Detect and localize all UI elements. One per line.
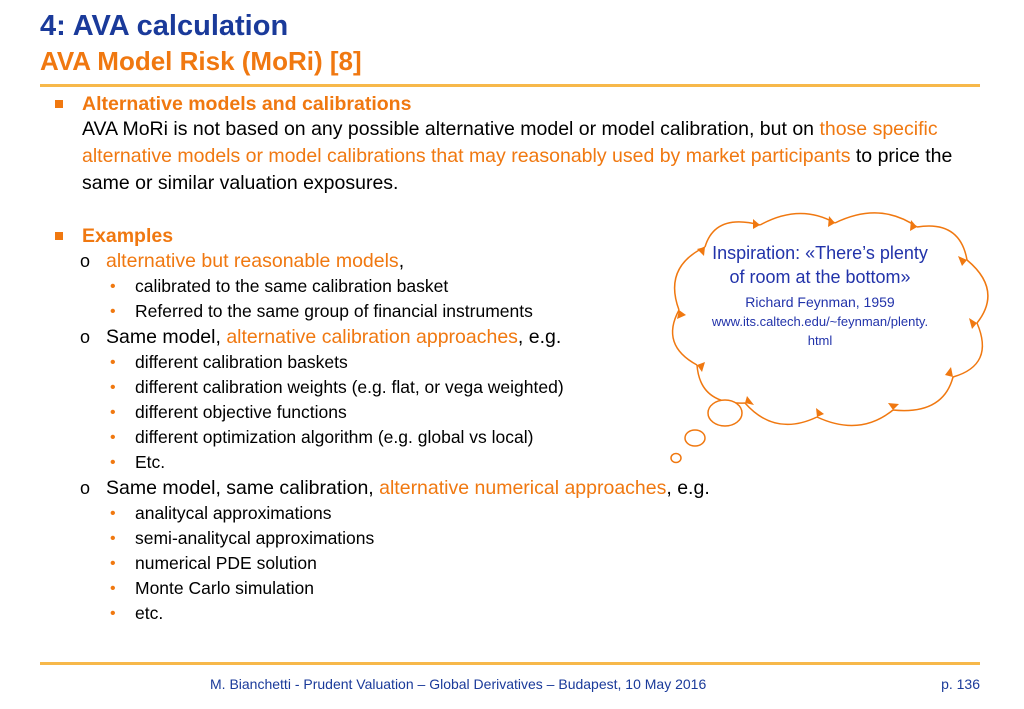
list-item	[50, 601, 980, 626]
list-item	[50, 576, 980, 601]
example-list	[50, 501, 980, 626]
list-item	[50, 501, 980, 526]
bottom-divider	[40, 662, 980, 665]
group-lead: Same model,	[106, 326, 227, 348]
thought-cloud	[655, 205, 1000, 470]
list-item-text: Etc.	[135, 452, 166, 472]
quote-link[interactable]: www.its.caltech.edu/~feynman/plenty.html	[711, 314, 929, 348]
dot-bullet-icon: •	[110, 505, 116, 522]
dot-bullet-icon: •	[110, 580, 116, 597]
slide-title: 4: AVA calculation	[40, 10, 289, 42]
feynman-quote: Inspiration: «There’s plenty of room at the bottom»	[712, 243, 928, 287]
circle-bullet-icon: o	[80, 327, 91, 347]
circle-bullet-icon: o	[80, 478, 91, 498]
dot-bullet-icon: •	[110, 278, 116, 295]
dot-bullet-icon: •	[110, 429, 116, 446]
group-lead-highlight: alternative numerical approaches	[379, 477, 667, 499]
group-lead-tail: ,	[398, 250, 405, 272]
group-lead-tail: , e.g.	[666, 477, 710, 499]
square-bullet-icon	[55, 232, 63, 240]
top-divider	[40, 84, 980, 87]
example-group	[50, 475, 980, 501]
group-lead: Same model, same calibration,	[106, 477, 380, 499]
list-item-text: Monte Carlo simulation	[135, 578, 314, 598]
group-lead-highlight: alternative calibration approaches	[226, 326, 518, 348]
list-item-text: different calibration weights (e.g. flat, or vega weighted)	[135, 377, 564, 397]
quote-author: Richard Feynman, 1959	[745, 294, 895, 310]
list-item	[50, 551, 980, 576]
paragraph-text: AVA MoRi is not based on any possible alternative model or model calibration, but on	[82, 118, 820, 140]
section-heading: Examples	[82, 225, 174, 247]
section-heading: Alternative models and calibrations	[82, 93, 412, 115]
list-item-text: different calibration baskets	[135, 352, 348, 372]
list-item-text: analitycal approximations	[135, 503, 332, 523]
group-lead-tail: , e.g.	[517, 326, 562, 348]
footer-text: M. Bianchetti - Prudent Valuation – Global Derivatives – Budapest, 10 May 2016	[210, 676, 707, 692]
list-item-text: semi-analitycal approximations	[135, 528, 375, 548]
dot-bullet-icon: •	[110, 605, 116, 622]
paragraph-text: to price the same or similar valuation exposures.	[82, 145, 953, 194]
section-alternative-models	[50, 92, 980, 116]
list-item-text: numerical PDE solution	[135, 553, 317, 573]
dot-bullet-icon: •	[110, 354, 116, 371]
list-item-text: different optimization algorithm (e.g. global vs local)	[135, 427, 534, 447]
square-bullet-icon	[55, 100, 63, 108]
dot-bullet-icon: •	[110, 454, 116, 471]
cloud-text	[710, 241, 930, 350]
dot-bullet-icon: •	[110, 530, 116, 547]
paragraph-highlight: those specific alternative models or model calibrations that may reasonably used by market participants	[82, 118, 938, 167]
circle-bullet-icon: o	[80, 251, 91, 271]
group-lead-highlight: alternative but reasonable models	[106, 250, 399, 272]
list-item-text: Referred to the same group of financial instruments	[135, 301, 533, 321]
slide-subtitle: AVA Model Risk (MoRi) [8]	[40, 46, 362, 76]
page-number: p. 136	[941, 676, 980, 692]
dot-bullet-icon: •	[110, 303, 116, 320]
dot-bullet-icon: •	[110, 404, 116, 421]
dot-bullet-icon: •	[110, 555, 116, 572]
list-item-text: etc.	[135, 603, 164, 623]
list-item-text: calibrated to the same calibration basket	[135, 276, 449, 296]
list-item	[50, 526, 980, 551]
dot-bullet-icon: •	[110, 379, 116, 396]
section-paragraph	[50, 116, 980, 197]
list-item-text: different objective functions	[135, 402, 347, 422]
